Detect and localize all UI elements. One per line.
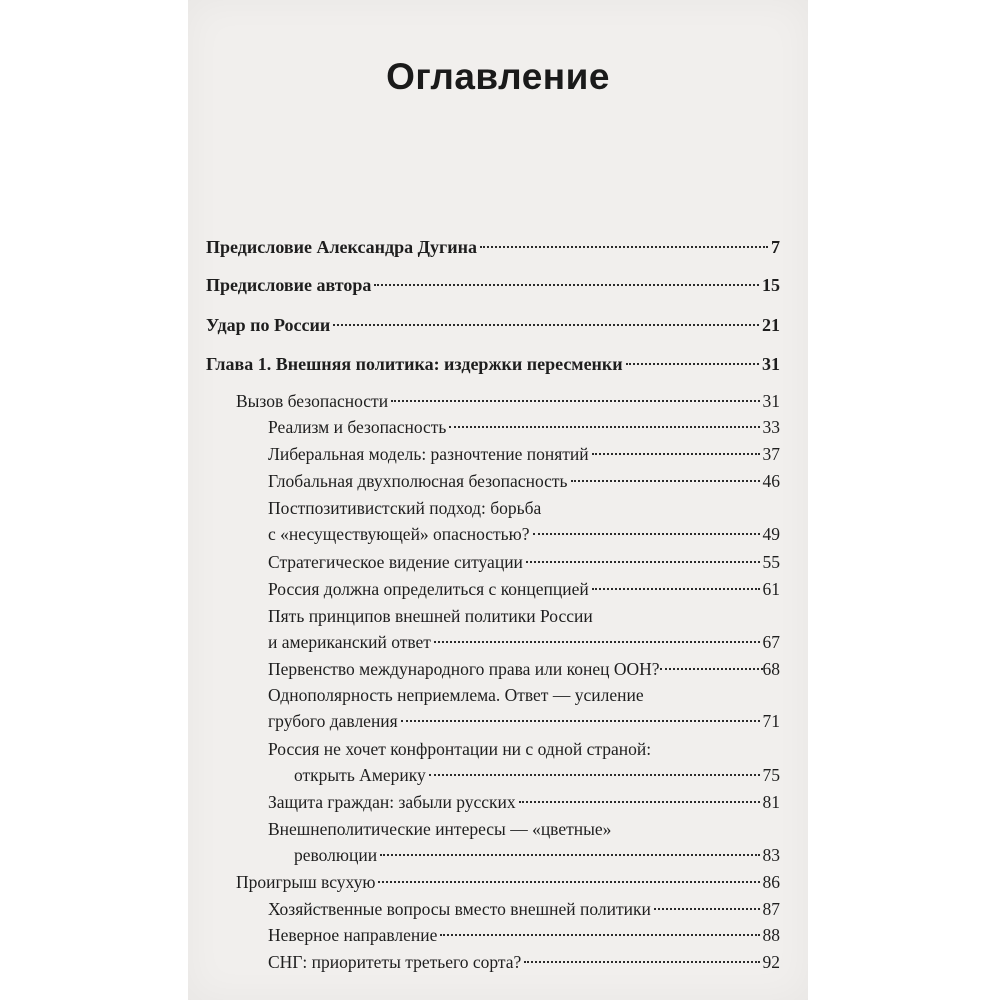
toc-entry-title: Глава 1. Внешняя политика: издержки пересменки bbox=[206, 354, 623, 374]
toc-entry-page: 7 bbox=[771, 237, 780, 257]
dot-leader bbox=[333, 324, 759, 326]
toc-entry-subsection[interactable] bbox=[268, 789, 780, 815]
toc-entry-subsection[interactable] bbox=[268, 736, 780, 788]
toc-entry-section[interactable] bbox=[236, 869, 780, 895]
dot-leader bbox=[449, 426, 759, 428]
toc-entry-section[interactable] bbox=[236, 388, 780, 414]
toc-entry[interactable] bbox=[206, 312, 780, 338]
toc-entry-page: 33 bbox=[762, 417, 780, 437]
toc-entry-title: грубого давления bbox=[268, 711, 398, 731]
toc-entry-subsection[interactable] bbox=[268, 922, 780, 948]
toc-entry-title: Россия должна определиться с концепцией bbox=[268, 579, 589, 599]
dot-leader bbox=[401, 720, 760, 722]
toc-entry-page: 83 bbox=[762, 845, 780, 865]
dot-leader bbox=[374, 284, 759, 286]
toc-entry-title: Предисловие автора bbox=[206, 275, 372, 295]
dot-leader bbox=[440, 934, 759, 936]
toc-entry-page: 31 bbox=[762, 391, 780, 411]
toc-entry-title: с «несуществующей» опасностью? bbox=[268, 524, 530, 544]
toc-entry-page: 31 bbox=[762, 354, 780, 374]
toc-entry-subsection[interactable] bbox=[268, 949, 780, 975]
toc-entry-title-line1: Внешнеполитические интересы — «цветные» bbox=[268, 819, 612, 839]
dot-leader bbox=[378, 881, 759, 883]
dot-leader bbox=[480, 246, 768, 248]
toc-entry-title: Удар по России bbox=[206, 315, 331, 335]
toc-entry-page: 87 bbox=[762, 899, 780, 919]
toc-entry-page: 49 bbox=[762, 524, 780, 544]
toc-entry-title: СНГ: приоритеты третьего сорта? bbox=[268, 952, 522, 972]
dot-leader bbox=[660, 668, 763, 670]
toc-entry-page: 92 bbox=[762, 952, 780, 972]
toc-entry-subsection[interactable] bbox=[268, 549, 780, 575]
toc-entry-title: Глобальная двухполюсная безопасность bbox=[268, 471, 568, 491]
toc-entry-subsection[interactable] bbox=[268, 441, 780, 467]
toc-entry-subsection[interactable] bbox=[268, 682, 780, 734]
toc-entry-page: 21 bbox=[762, 315, 780, 335]
toc-entry[interactable] bbox=[206, 234, 780, 260]
toc-entry-title: Проигрыш всухую bbox=[236, 872, 376, 892]
dot-leader bbox=[524, 961, 759, 963]
toc-entry-page: 15 bbox=[762, 275, 780, 295]
toc-entry-subsection[interactable] bbox=[268, 896, 780, 922]
toc-entry-page: 55 bbox=[762, 552, 780, 572]
toc-entry-title: открыть Америку bbox=[294, 765, 426, 785]
dot-leader bbox=[391, 400, 759, 402]
toc-entry-page: 75 bbox=[762, 765, 780, 785]
toc-entry-subsection[interactable] bbox=[268, 603, 780, 655]
toc-entry-page: 46 bbox=[762, 471, 780, 491]
toc-entry-title: Хозяйственные вопросы вместо внешней политики bbox=[268, 899, 651, 919]
toc-entry[interactable] bbox=[206, 272, 780, 298]
dot-leader bbox=[526, 561, 760, 563]
toc-entry-subsection[interactable] bbox=[268, 816, 780, 868]
dot-leader bbox=[592, 588, 760, 590]
dot-leader bbox=[533, 533, 760, 535]
book-page bbox=[188, 0, 808, 1000]
toc-entry-chapter[interactable] bbox=[206, 351, 780, 377]
toc-entry-page: 67 bbox=[762, 632, 780, 652]
toc-entry-title-line1: Постпозитивистский подход: борьба bbox=[268, 498, 542, 518]
dot-leader bbox=[626, 363, 759, 365]
toc-entry-title: Стратегическое видение ситуации bbox=[268, 552, 523, 572]
toc-entry-page: 71 bbox=[762, 711, 780, 731]
toc-entry-title: Первенство международного права или конец ООН? bbox=[268, 659, 660, 679]
dot-leader bbox=[434, 641, 760, 643]
toc-entry-page: 88 bbox=[762, 925, 780, 945]
dot-leader bbox=[429, 774, 760, 776]
toc-entry-page: 81 bbox=[762, 792, 780, 812]
toc-entry-page: 37 bbox=[762, 444, 780, 464]
dot-leader bbox=[380, 854, 759, 856]
toc-entry-subsection[interactable] bbox=[268, 495, 780, 547]
toc-entry-subsection[interactable] bbox=[268, 576, 780, 602]
toc-entry-title: Реализм и безопасность bbox=[268, 417, 447, 437]
toc-entry-title-line1: Пять принципов внешней политики России bbox=[268, 606, 593, 626]
dot-leader bbox=[519, 801, 760, 803]
toc-entry-title-line1: Россия не хочет конфронтации ни с одной страной: bbox=[268, 739, 652, 759]
toc-entry-page: 86 bbox=[762, 872, 780, 892]
toc-entry-page: 61 bbox=[762, 579, 780, 599]
toc-entry-page: 68 bbox=[762, 659, 780, 679]
toc-entry-title: Защита граждан: забыли русских bbox=[268, 792, 516, 812]
toc-entry-title: Вызов безопасности bbox=[236, 391, 389, 411]
toc-entry-title: Предисловие Александра Дугина bbox=[206, 237, 477, 257]
toc-entry-subsection[interactable] bbox=[268, 468, 780, 494]
toc-entry-title: революции bbox=[294, 845, 378, 865]
toc-entry-title-line1: Однополярность неприемлема. Ответ — усиление bbox=[268, 685, 644, 705]
toc-entry-title: и американский ответ bbox=[268, 632, 431, 652]
toc-entry-title: Неверное направление bbox=[268, 925, 438, 945]
toc-entry-subsection[interactable] bbox=[268, 414, 780, 440]
toc-entry-title: Либеральная модель: разночтение понятий bbox=[268, 444, 589, 464]
dot-leader bbox=[571, 480, 760, 482]
dot-leader bbox=[654, 908, 760, 910]
dot-leader bbox=[592, 453, 760, 455]
page-title: Оглавление bbox=[386, 56, 610, 97]
toc-entry-subsection[interactable] bbox=[268, 656, 780, 682]
